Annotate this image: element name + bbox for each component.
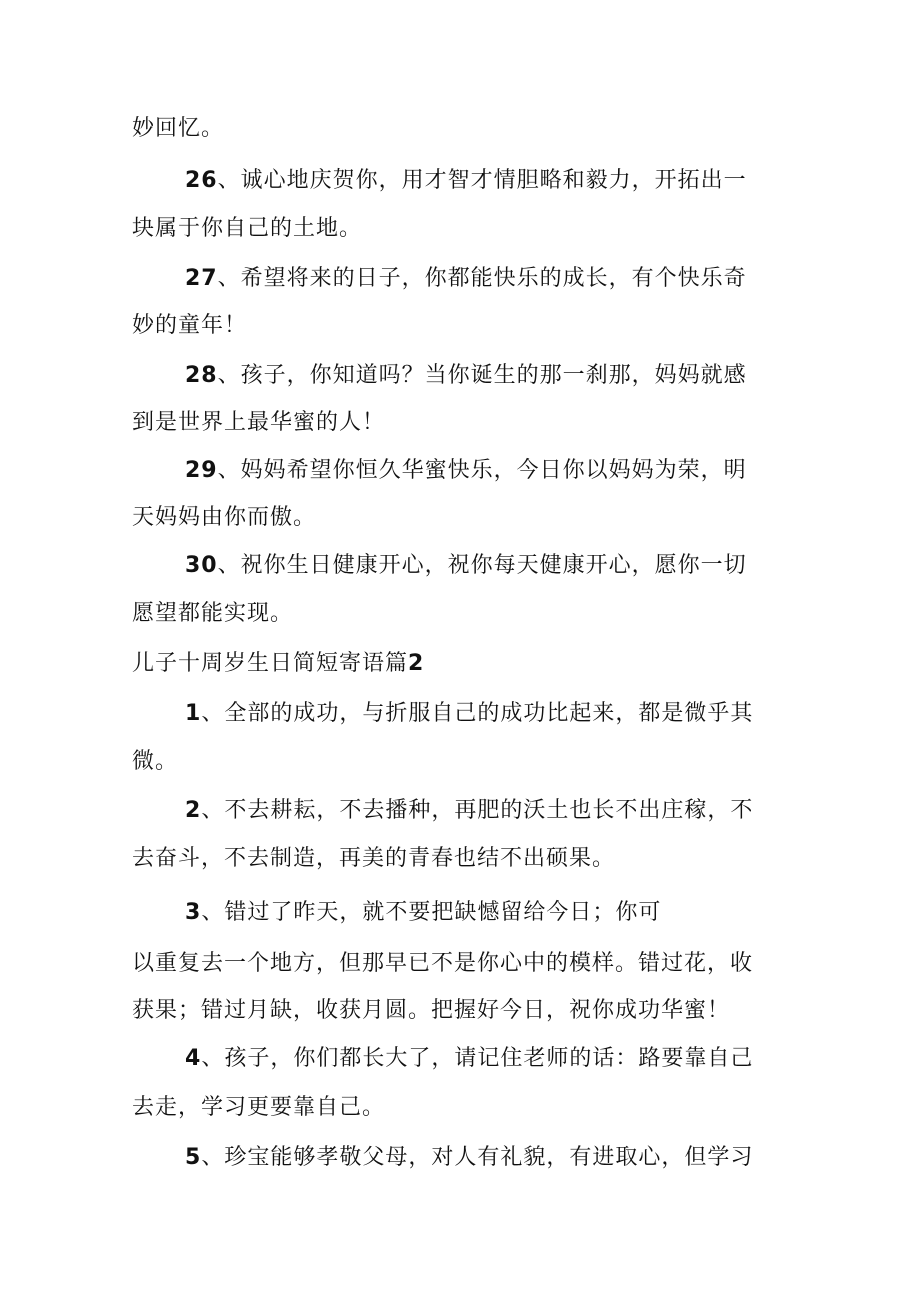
item-text: 、孩子，你知道吗？当你诞生的那一刹那，妈妈就感	[217, 363, 747, 388]
heading-text: 儿子十周岁生日简短寄语篇	[132, 651, 409, 676]
item-text: 、孩子，你们都长大了，请记住老师的话：路要靠自己	[201, 1046, 754, 1071]
item-text: 、错过了昨天，就不要把缺憾留给今日；你可	[201, 900, 662, 925]
item-number: 26	[185, 168, 218, 193]
list-item-26-cont	[132, 214, 920, 244]
list-item-27-cont	[132, 311, 920, 341]
item-text: 去走，学习更要靠自己。	[132, 1095, 386, 1120]
list-item-4	[185, 1044, 920, 1074]
list-item-4-cont	[132, 1093, 920, 1123]
item-text: 以重复去一个地方，但那早已不是你心中的模样。错过花，收	[132, 951, 754, 976]
item-number: 3	[185, 900, 202, 925]
item-number: 30	[185, 553, 218, 578]
list-item-28	[185, 361, 920, 391]
item-text: 愿望都能实现。	[132, 601, 294, 626]
list-item-30	[185, 551, 920, 581]
item-number: 2	[185, 798, 202, 823]
item-text: 微。	[132, 749, 179, 774]
item-number: 4	[185, 1046, 202, 1071]
item-number: 1	[185, 701, 202, 726]
list-item-30-cont	[132, 599, 920, 629]
item-text: 块属于你自己的土地。	[132, 216, 363, 241]
item-text: 获果；错过月缺，收获月圆。把握好今日，祝你成功华蜜！	[132, 998, 731, 1023]
list-item-1-cont	[132, 747, 920, 777]
item-text: 、不去耕耘，不去播种，再肥的沃土也长不出庄稼，不	[201, 798, 754, 823]
item-text: 、希望将来的日子，你都能快乐的成长，有个快乐奇	[217, 266, 747, 291]
list-item-28-cont	[132, 408, 920, 438]
item-text: 、妈妈希望你恒久华蜜快乐，今日你以妈妈为荣，明	[217, 458, 747, 483]
item-number: 27	[185, 266, 218, 291]
item-text: 到是世界上最华蜜的人！	[132, 410, 386, 435]
item-text: 、珍宝能够孝敬父母，对人有礼貌，有进取心，但学习	[201, 1145, 754, 1170]
heading-number: 2	[408, 651, 425, 676]
list-item-26	[185, 166, 920, 196]
item-text: 天妈妈由你而傲。	[132, 505, 317, 530]
item-text: 、祝你生日健康开心，祝你每天健康开心，愿你一切	[217, 553, 747, 578]
item-text: 、全部的成功，与折服自己的成功比起来，都是微乎其	[201, 701, 754, 726]
list-item-3-cont	[132, 949, 920, 979]
list-item-29-cont	[132, 503, 920, 533]
item-number: 5	[185, 1145, 202, 1170]
list-item-2	[185, 796, 920, 826]
list-item-3-cont-2	[132, 996, 920, 1026]
item-text: 妙的童年！	[132, 313, 248, 338]
text: 妙回忆。	[132, 116, 225, 141]
list-item-5	[185, 1143, 920, 1173]
list-item-3	[185, 898, 920, 928]
list-item-27	[185, 264, 920, 294]
list-item-2-cont	[132, 844, 920, 874]
paragraph-line	[132, 114, 920, 144]
section-heading	[132, 649, 920, 679]
list-item-29	[185, 456, 920, 486]
item-text: 去奋斗，不去制造，再美的青春也结不出硕果。	[132, 846, 616, 871]
item-number: 29	[185, 458, 218, 483]
list-item-1	[185, 699, 920, 729]
item-number: 28	[185, 363, 218, 388]
item-text: 、诚心地庆贺你，用才智才情胆略和毅力，开拓出一	[217, 168, 747, 193]
